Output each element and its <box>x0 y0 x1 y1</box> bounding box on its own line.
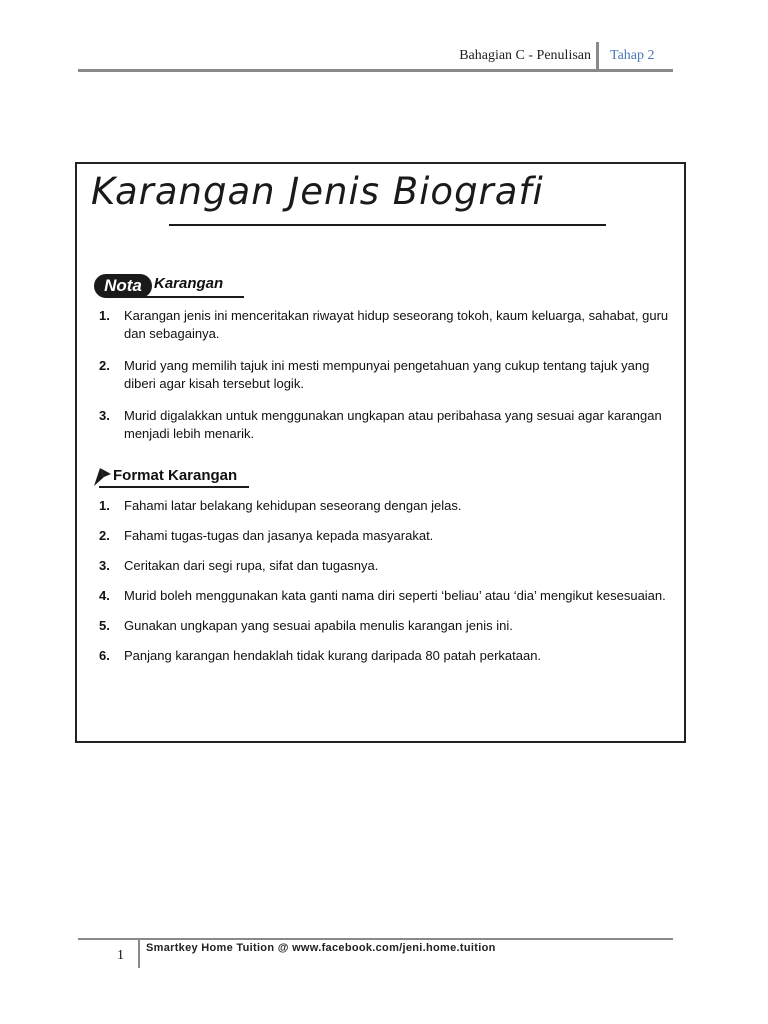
format-underline <box>99 486 249 488</box>
list-item <box>99 407 671 443</box>
list-item-number: 6. <box>99 648 110 663</box>
list-item-text: Panjang karangan hendaklah tidak kurang daripada 80 patah perkataan. <box>124 648 542 663</box>
footer-text: Smartkey Home Tuition @ www.facebook.com/jeni.home.tuition <box>146 942 496 954</box>
list-item <box>99 307 671 343</box>
nota-list <box>99 307 671 457</box>
list-item <box>99 647 671 665</box>
content-box <box>75 162 686 743</box>
list-item <box>99 587 671 605</box>
list-item <box>99 497 671 515</box>
nota-label: Karangan <box>154 275 224 292</box>
footer-divider <box>138 938 140 968</box>
list-item <box>99 357 671 393</box>
list-item <box>99 557 671 575</box>
list-item-number: 2. <box>99 358 110 373</box>
header-rule <box>78 69 673 72</box>
list-item-text: Fahami latar belakang kehidupan seseorang dengan jelas. <box>124 498 462 513</box>
page-header <box>78 42 673 72</box>
list-item-number: 5. <box>99 618 110 633</box>
list-item-text: Fahami tugas-tugas dan jasanya kepada masyarakat. <box>124 528 434 543</box>
list-item-text: Gunakan ungkapan yang sesuai apabila menulis karangan jenis ini. <box>124 618 513 633</box>
list-item-number: 1. <box>99 308 110 323</box>
list-item <box>99 527 671 545</box>
pen-nib-icon <box>91 464 115 488</box>
page-number: 1 <box>117 948 124 963</box>
nota-badge: Nota <box>94 274 152 298</box>
format-list <box>99 497 671 677</box>
list-item-text: Murid yang memilih tajuk ini mesti mempunyai pengetahuan yang cukup tentang tajuk yang diberi agar kisah tersebut logik. <box>124 358 650 391</box>
header-section-title: Bahagian C - Penulisan <box>459 48 591 63</box>
format-label: Format Karangan <box>113 467 238 484</box>
footer-rule <box>78 938 673 940</box>
list-item-text: Karangan jenis ini menceritakan riwayat hidup seseorang tokoh, kaum keluarga, sahabat, guru dan sebagainya. <box>124 308 669 341</box>
list-item-number: 4. <box>99 588 110 603</box>
list-item-number: 3. <box>99 408 110 423</box>
list-item-number: 2. <box>99 528 110 543</box>
list-item-text: Ceritakan dari segi rupa, sifat dan tugasnya. <box>124 558 379 573</box>
list-item-number: 1. <box>99 498 110 513</box>
nota-underline <box>134 296 244 298</box>
title-underline <box>169 224 606 226</box>
header-divider <box>596 42 599 72</box>
document-title: Karangan Jenis Biografi <box>91 170 544 213</box>
list-item-text: Murid boleh menggunakan kata ganti nama diri seperti ‘beliau’ atau ‘dia’ mengikut kesesuaian. <box>124 588 666 603</box>
header-level-label: Tahap 2 <box>610 48 655 63</box>
list-item <box>99 617 671 635</box>
list-item-number: 3. <box>99 558 110 573</box>
list-item-text: Murid digalakkan untuk menggunakan ungkapan atau peribahasa yang sesuai agar karangan menjadi lebih menarik. <box>124 408 662 441</box>
